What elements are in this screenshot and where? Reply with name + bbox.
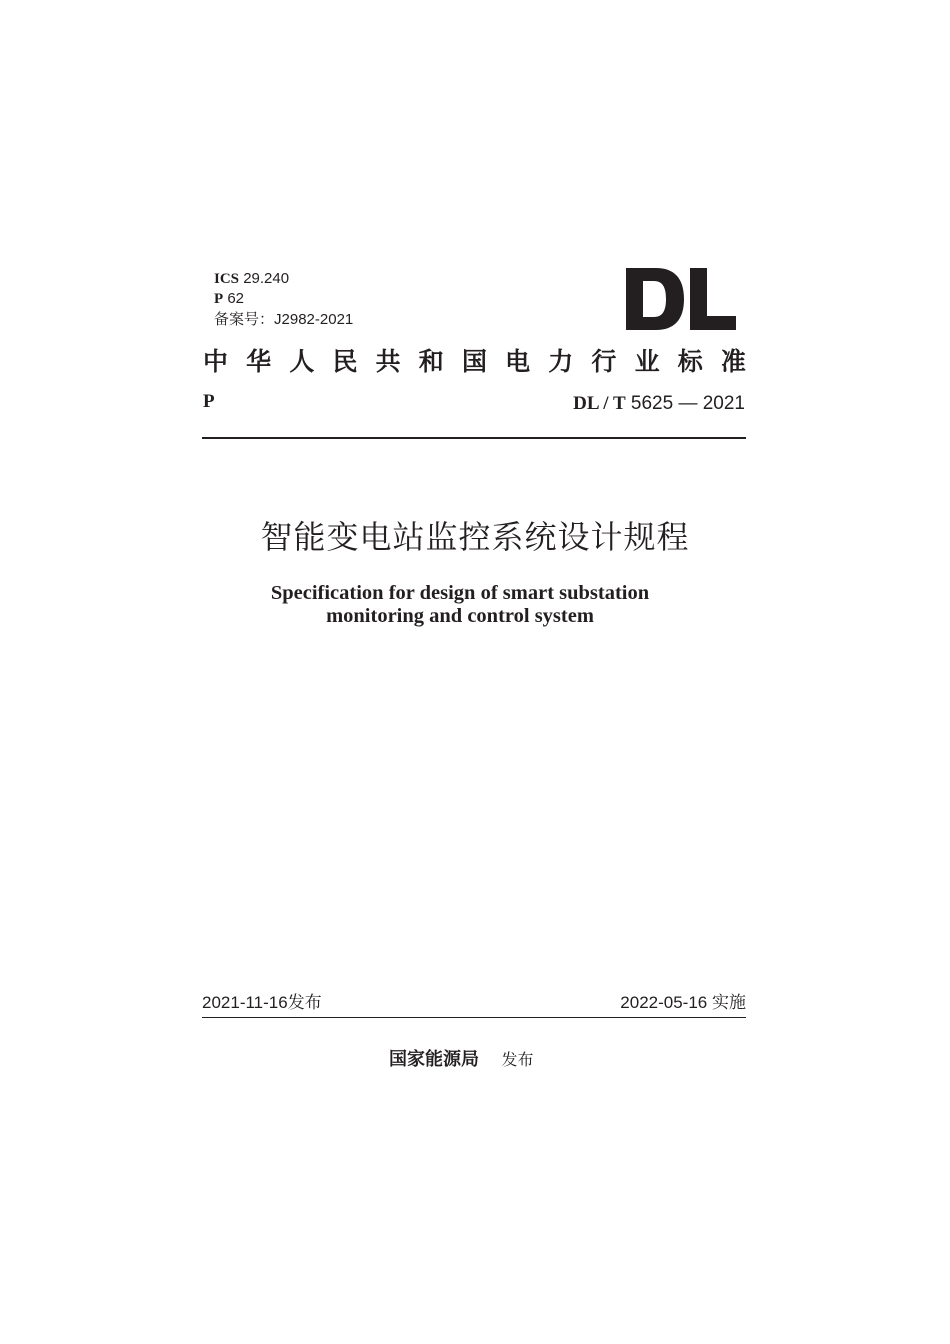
top-divider [202,437,746,439]
issue-date-label: 发布 [287,993,322,1013]
standard-number [573,393,745,415]
standard-type-char: 和 [418,347,444,376]
classification-code [214,290,244,308]
standard-type-char: 华 [246,347,272,376]
standard-type-char: 中 [203,347,229,376]
classification-label: P [214,291,224,307]
standard-type-char: 人 [289,347,315,376]
standard-type-char: 民 [332,347,358,376]
record-number [214,310,353,329]
title-english-line-1: Specification for design of smart substation [270,582,650,604]
standard-type-char: 业 [634,347,660,376]
standard-type-char: 电 [505,347,531,376]
ics-value: 29.240 [243,270,290,287]
ics-code [214,270,289,288]
dl-logo [626,268,736,330]
publisher-organization: 国家能源局 [389,1049,479,1070]
standard-type-char: 共 [375,347,401,376]
publisher [389,1048,533,1073]
implementation-date [620,993,746,1013]
category-code: P [203,391,215,412]
classification-value: 62 [227,290,245,307]
title-chinese: 智能变电站监控系统设计规程 [260,518,690,556]
record-label: 备案号： [214,310,275,328]
publisher-action: 发布 [501,1050,534,1069]
standard-number-value: 5625 — 2021 [630,393,745,414]
implementation-date-label: 实施 [712,993,746,1013]
standard-type-char: 标 [677,347,703,376]
issue-date-value: 2021-11-16 [202,993,288,1012]
ics-label: ICS [214,271,240,287]
standard-type-char: 国 [461,347,487,376]
record-value: J2982-2021 [274,311,354,328]
title-english-line-2: monitoring and control system [326,605,594,627]
standard-type-char: 力 [548,347,574,376]
standard-type-char: 行 [591,347,617,376]
standard-type-heading [203,345,746,379]
bottom-divider [202,1017,746,1018]
implementation-date-value: 2022-05-16 [620,993,708,1012]
standard-number-prefix: DL / T [573,393,626,414]
issue-date [202,993,322,1013]
standard-type-char: 准 [720,347,746,376]
